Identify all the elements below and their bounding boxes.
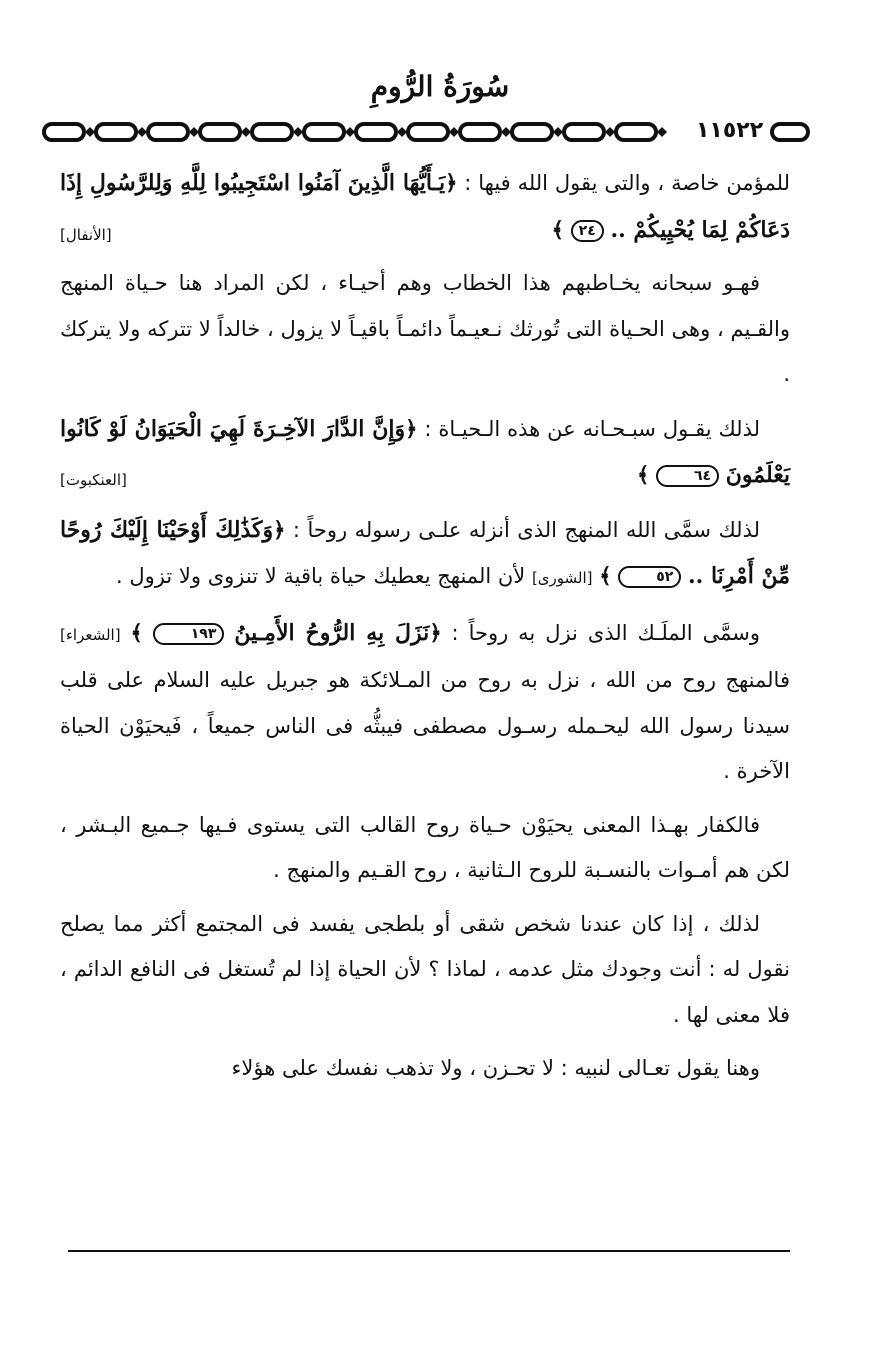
paragraph-3 [60, 406, 790, 499]
chain-diamond [657, 127, 667, 137]
chain-link [408, 124, 448, 140]
p3-text: لذلك يقـول سبـحـانه عن هذه الـحيـاة : [417, 416, 760, 441]
chain-link [512, 124, 552, 140]
chain-diamond [85, 127, 95, 137]
paragraph-1 [60, 160, 790, 253]
chain-link [44, 124, 84, 140]
chain-link [252, 124, 292, 140]
p4-surah-reference: [الشورى] [531, 569, 593, 587]
p3-surah-reference: [العنكبوت] [60, 471, 127, 489]
chain-diamond [137, 127, 147, 137]
chain-link [460, 124, 500, 140]
paragraph-7 [60, 902, 790, 1039]
body-text [60, 160, 790, 1100]
chain-diamond [397, 127, 407, 137]
p5-text-after: فالمنهج روح من الله ، نزل به روح من المـلائكة هو جبريل عليه السلام على قلب سيدنا رسول الله ليحـمله رسـول مصطفى فيبثُّه فى الناس جميعاً ، فَيحيَوْن الحياة الآخرة . [60, 668, 790, 783]
paragraph-8 [60, 1046, 790, 1092]
p5-surah-reference: [الشعراء] [60, 625, 121, 644]
chain-diamond [605, 127, 615, 137]
chain-diamond [293, 127, 303, 137]
page-number: ١١٥٢٢ [696, 118, 764, 143]
p6-text: فالكفار بهـذا المعنى يحيَوْن حـياة روح القالب التى يستوى فـيها جـميع البـشر ، لكن هم أمـوات بالنسـبة للروح الـثانية ، روح القـيم والمنهج . [60, 812, 790, 882]
chain-link [200, 124, 240, 140]
p5-close-bracket: ﴾ [130, 619, 143, 645]
p3-open-bracket: ﴿ [405, 415, 418, 441]
p5-verse-number: ١٩٣ [153, 623, 225, 645]
surah-title: سُورَةُ الرُّومِ [370, 70, 510, 103]
chain-link [356, 124, 396, 140]
p7-text: لذلك ، إذا كان عندنا شخص شقى أو بلطجى يفسد فى المجتمع أكثر مما يصلح نقول له : أنت وجودك مثل عدمه ، لماذا ؟ لأن الحياة إذا لم تُستغل فى النافع الدائم ، فلا معنى لها . [60, 911, 790, 1027]
p4-quran-verse: وَكَذَٰلِكَ أَوْحَيْنَا إِلَيْكَ رُوحًا مِّنْ أَمْرِنَا .. [60, 516, 790, 589]
paragraph-5 [60, 610, 790, 795]
p1-quran-verse: يَـأَيُّهَا الَّذِينَ آمَنُوا اسْتَجِيبُوا لِلَّهِ وَلِلرَّسُولِ إِذَا دَعَاكُمْ لِمَا يُحْيِيكُمْ .. [60, 170, 790, 243]
chain-diamond [189, 127, 199, 137]
p3-close-bracket: ﴾ [636, 462, 650, 487]
p4-verse-number: ٥٢ [618, 566, 681, 588]
p5-open-bracket: ﴿ [429, 619, 442, 645]
p5-text: وسمَّى الملَـك الذى نزل به روحاً : [441, 620, 760, 645]
chain-link [96, 124, 136, 140]
p1-text: للمؤمن خاصة ، والتى يقول الله فيها : [457, 171, 790, 195]
chain-link [616, 124, 656, 140]
p5-quran-verse: نَزَلَ بِهِ الرُّوحُ الأَمِـينُ [234, 619, 430, 646]
chain-diamond [553, 127, 563, 137]
chain-link [304, 124, 344, 140]
p3-quran-verse: وَإِنَّ الدَّارَ الآخِـرَةَ لَهِيَ الْحَيَوَانُ لَوْ كَانُوا يَعْلَمُونَ [60, 415, 790, 488]
chain-link [148, 124, 188, 140]
paragraph-6 [60, 803, 790, 894]
chain-diamond [345, 127, 355, 137]
p1-surah-reference: [الأنفال] [60, 225, 112, 244]
p4-open-bracket: ﴿ [273, 516, 286, 542]
p4-text: لذلك سمَّى الله المنهج الذى أنزله علـى رسوله روحاً : [285, 517, 761, 542]
chain-link [772, 124, 808, 140]
p8-text: وهنا يقول تعـالى لنبيه : لا تحـزن ، ولا تذهب نفسك على هؤلاء [231, 1056, 760, 1080]
p1-close-bracket: ﴾ [551, 216, 564, 242]
p1-verse-number: ٢٤ [571, 220, 604, 242]
p4-text-after: لأن المنهج يعطيك حياة باقية لا تنزوى ولا تزول . [116, 564, 532, 588]
p1-open-bracket: ﴿ [445, 170, 458, 195]
paragraph-4 [60, 507, 790, 602]
chain-diamond [241, 127, 251, 137]
bottom-rule [68, 1250, 790, 1252]
chain-link [564, 124, 604, 140]
p4-close-bracket: ﴾ [599, 563, 612, 588]
p2-text: فهـو سبحانه يخـاطبهم هذا الخطاب وهم أحيـاء ، لكن المراد هنا حـياة المنهج والقـيم ، وهى الحـياة التى تُورثك نـعيـماً دائمـاً باقيـاً لا يزول ، خالداً لا تتركه ولا يتركك . [60, 271, 790, 386]
p3-verse-number: ٦٤ [656, 465, 719, 487]
paragraph-2 [60, 261, 790, 398]
chain-diamond [449, 127, 459, 137]
chain-diamond [501, 127, 511, 137]
